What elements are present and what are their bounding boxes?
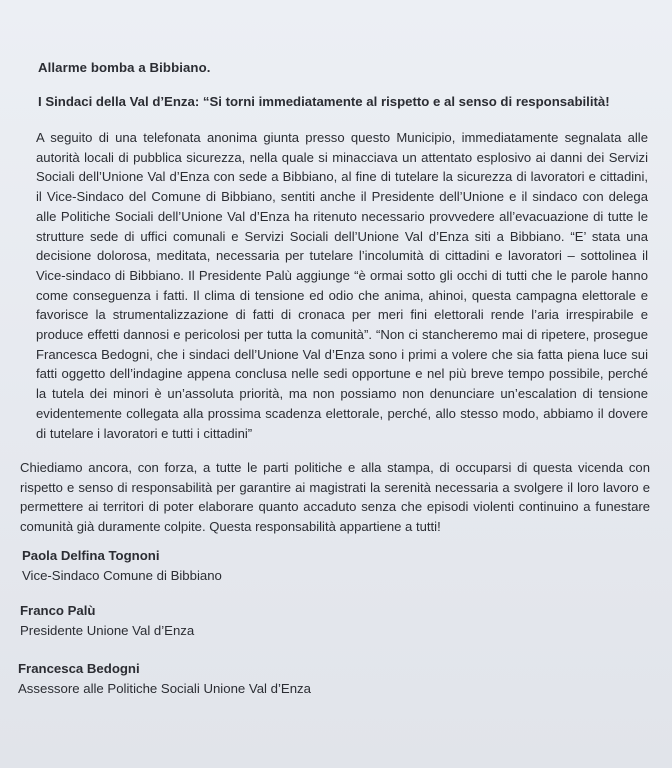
body-paragraph-2: Chiediamo ancora, con forza, a tutte le parti politiche e alla stampa, di occuparsi di questa vicenda con rispetto e senso di responsabilità per garantire ai magistrati la serenità necessaria a svolgere il loro lavoro e permettere ai territori di poter elaborare quanto accaduto senza che episodi violenti continuino a funestare comunità già duramente colpite. Questa responsabilità appartiene a tutti! (20, 460, 650, 534)
body-paragraph-1: A seguito di una telefonata anonima giunta presso questo Municipio, immediatamente segnalata alle autorità locali di pubblica sicurezza, nella quale si minacciava un attentato esplosivo ai danni dei Servizi Sociali dell’Unione Val d’Enza con sede a Bibbiano, al fine di tutelare la sicurezza di lavoratori e cittadini, il Vice-Sindaco del Comune di Bibbiano, sentiti anche il Presidente dell’Unione e il sindaco con delega alle Politiche Sociali dell’Unione Val d’Enza ha ritenuto necessario provvedere all’evacuazione di tutte le strutture sede di uffici comunali e Servizi Sociali dell’Unione Val d’Enza siti a Bibbiano. “E’ stata una decisione dolorosa, meditata, necessaria per tutelare l’incolumità di cittadini e lavoratori – sottolinea il Vice-sindaco di Bibbiano. Il Presidente Palù aggiunge “è ormai sotto gli occhi di tutti che le parole hanno come conseguenza i fatti. Il clima di tensione ed odio che anima, ahinoi, questa campagna elettorale e favorisce la strumentalizzazione di fatti di cronaca per meri fini elettorali rende l’aria irrespirabile e produce effetti dannosi e pericolosi per tutta la comunità”. “Non ci stancheremo mai di ripetere, prosegue Francesca Bedogni, che i sindaci dell’Unione Val d’Enza sono i primi a volere che sia fatta piena luce sui fatti oggetto dell’indagine appena conclusa nelle sedi opportune e nel più breve tempo possibile, perché la tutela dei minori è un’assoluta priorità, ma non possiamo non denunciare un’escalation di tensione evidentemente collegata alla prossima scadenza elettorale, perché, allo stesso modo, abbiamo il dovere di tutelare i lavoratori e tutti i cittadini” (36, 130, 648, 441)
signatory-role: Vice-Sindaco Comune di Bibbiano (22, 568, 222, 583)
signature-block-3 (18, 659, 311, 699)
signatory-name: Paola Delfina Tognoni (22, 548, 160, 563)
signature-block-1 (22, 546, 222, 586)
signatory-role: Assessore alle Politiche Sociali Unione Val d’Enza (18, 681, 311, 696)
document-title: Allarme bomba a Bibbiano. (38, 60, 211, 75)
signatory-name: Franco Palù (20, 603, 96, 618)
signature-block-2 (20, 601, 194, 641)
signatory-name: Francesca Bedogni (18, 661, 140, 676)
signatory-role: Presidente Unione Val d’Enza (20, 623, 195, 638)
document-subtitle: I Sindaci della Val d’Enza: “Si torni immediatamente al rispetto e al senso di responsabilità! (38, 94, 610, 109)
